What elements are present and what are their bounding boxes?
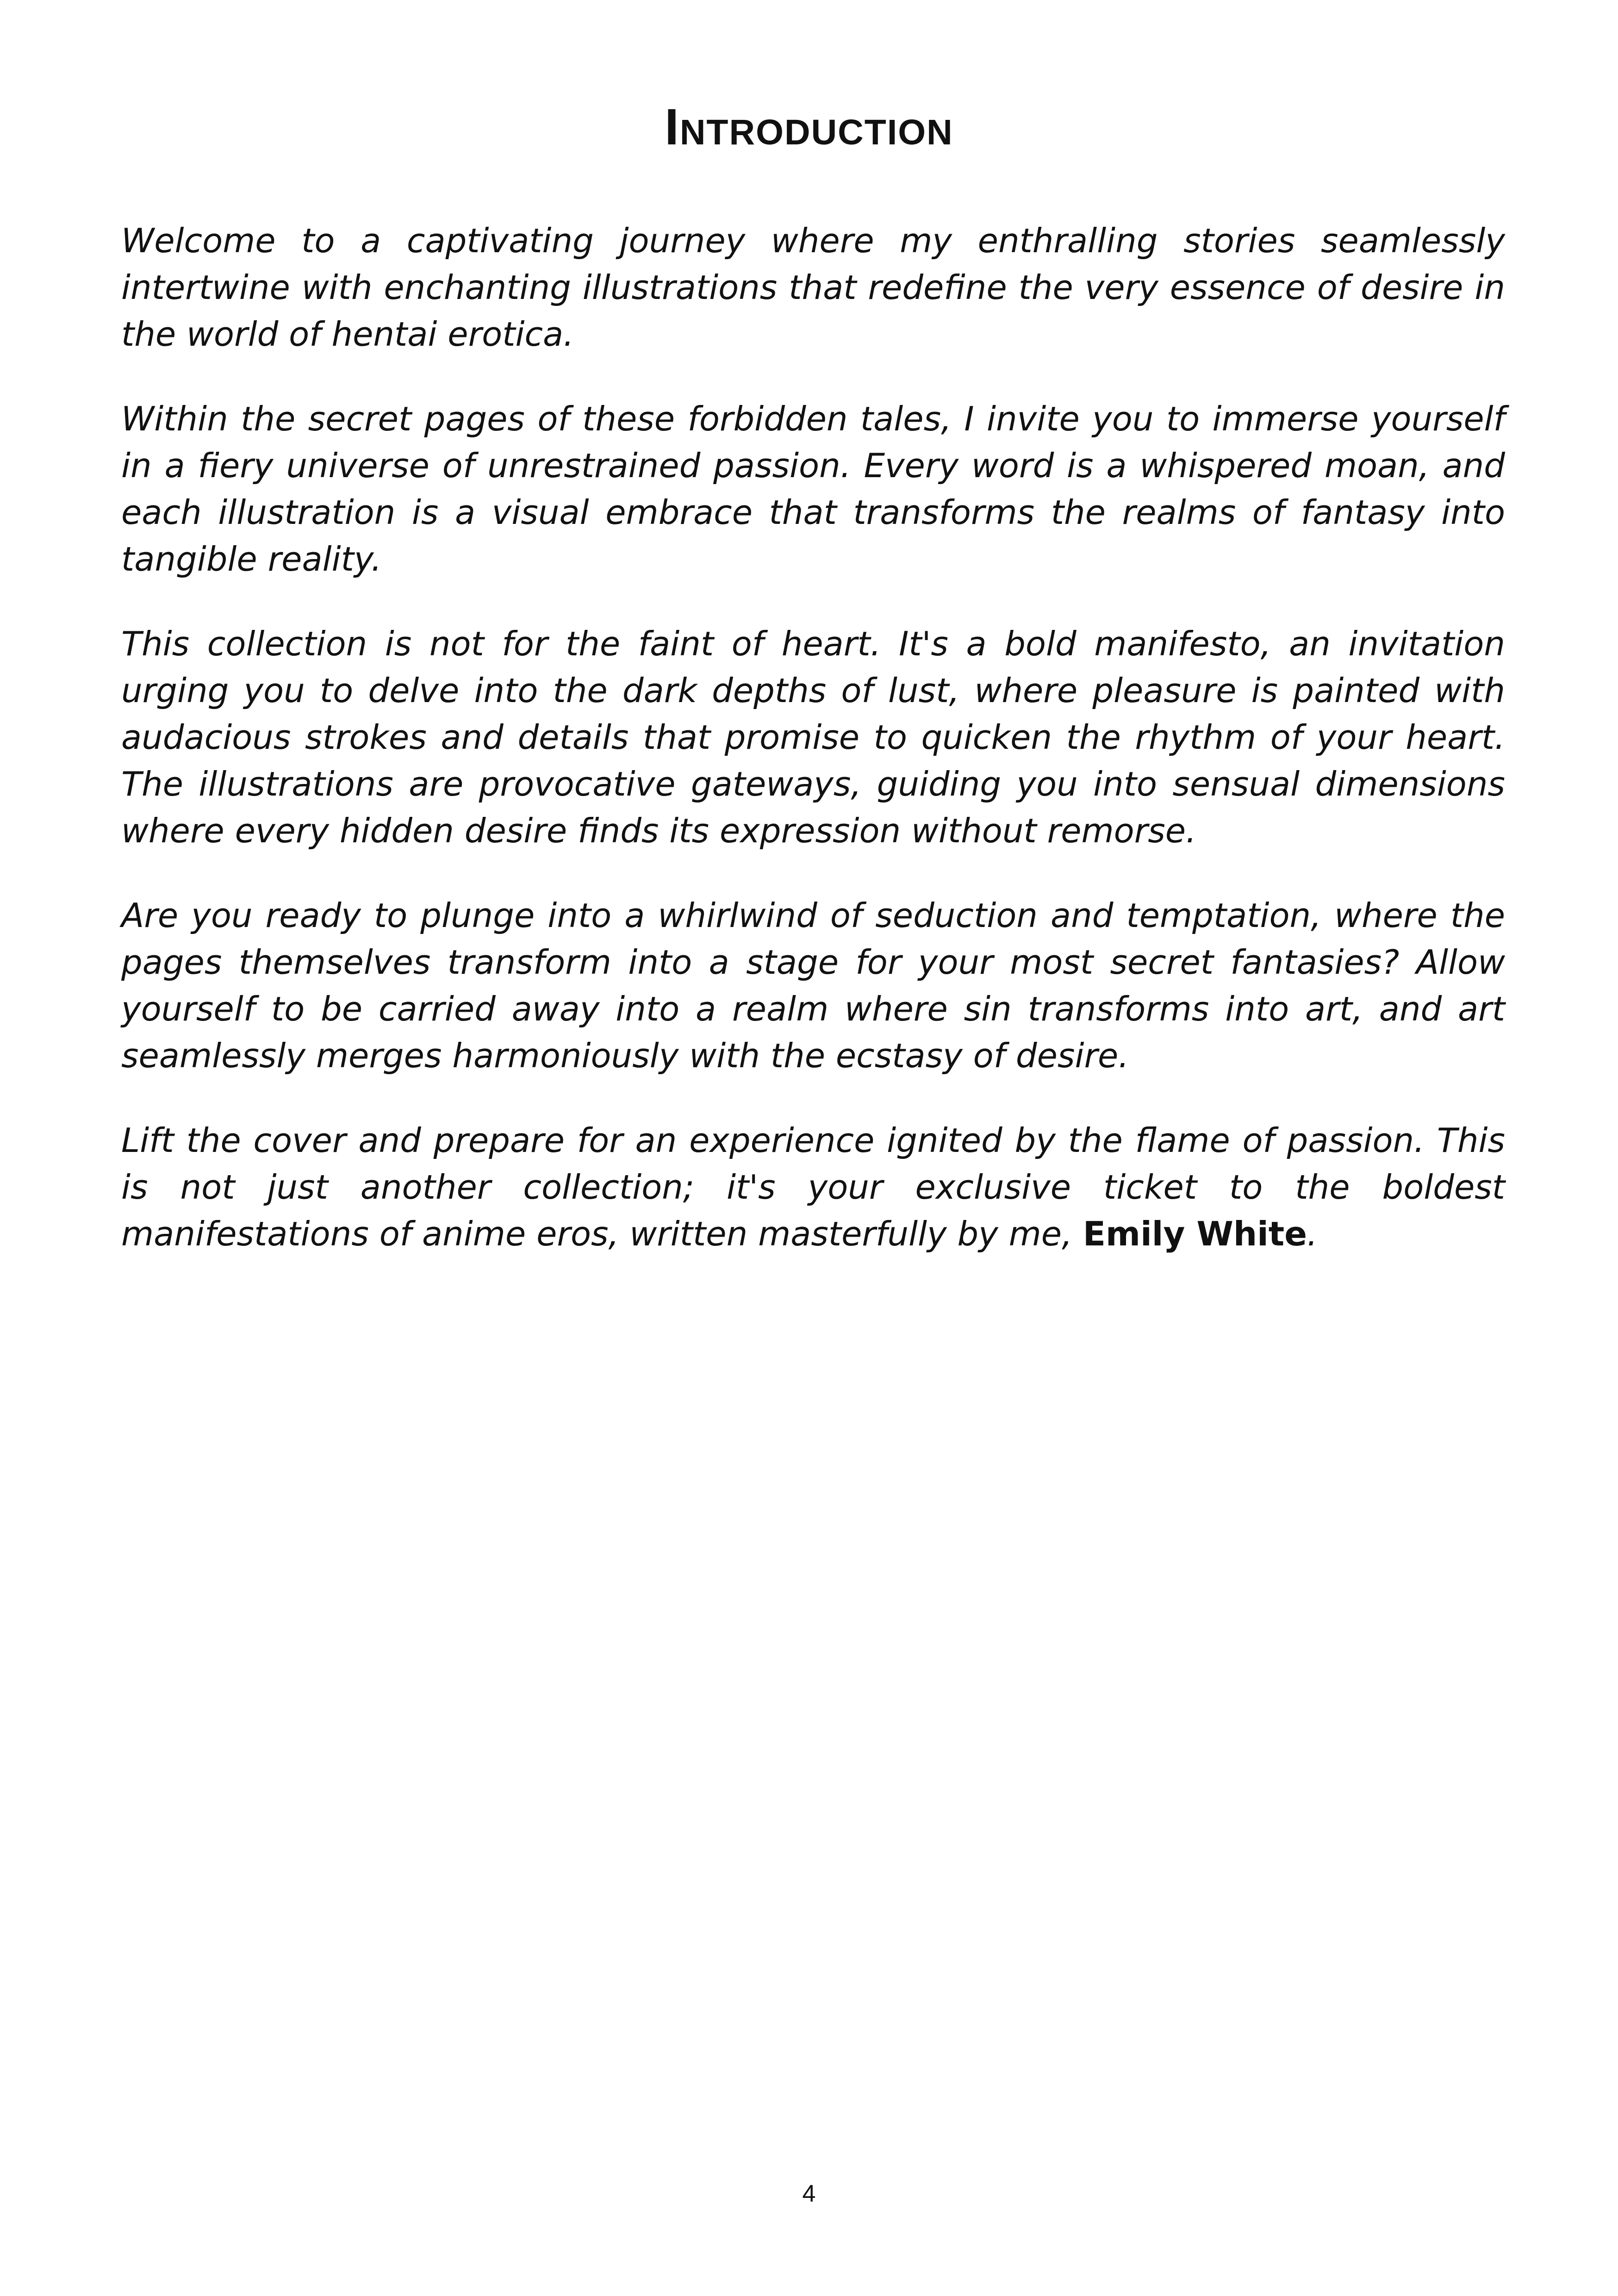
paragraph-5-end: . xyxy=(1307,1214,1318,1253)
page-number: 4 xyxy=(802,2180,816,2207)
author-name: Emily White xyxy=(1083,1214,1307,1253)
paragraph-5-text: Lift the cover and prepare for an experience ignited by the flame of passion. This is not just another collection; it's your exclusive ticket to the boldest manifestations of anime eros, written masterfully by me, xyxy=(121,1121,1505,1253)
paragraph-5 xyxy=(121,1117,1505,1257)
paragraph-3: This collection is not for the faint of heart. It's a bold manifesto, an invitation urging you to delve into the dark depths of lust, where pleasure is painted with audacious strokes and details that promise to quicken the rhythm of your heart. The illustrations are provocative gateways, guiding you into sensual dimensions where every hidden desire finds its expression without remorse. xyxy=(121,624,1505,850)
paragraph-2: Within the secret pages of these forbidden tales, I invite you to immerse yourself in a fiery universe of unrestrained passion. Every word is a whispered moan, and each illustration is a visual embrace that transforms the realms of fantasy into tangible reality. xyxy=(121,399,1505,579)
page-title: Introduction xyxy=(665,99,953,156)
body-text xyxy=(121,218,1505,1295)
paragraph-1: Welcome to a captivating journey where my enthralling stories seamlessly intertwine with enchanting illustrations that redefine the very essence of desire in the world of hentai erotica. xyxy=(121,221,1505,354)
paragraph-4: Are you ready to plunge into a whirlwind of seduction and temptation, where the pages themselves transform into a stage for your most secret fantasies? Allow yourself to be carried away into a realm where sin transforms into art, and art seamlessly merges harmoniously with the ecstasy of desire. xyxy=(121,896,1505,1075)
